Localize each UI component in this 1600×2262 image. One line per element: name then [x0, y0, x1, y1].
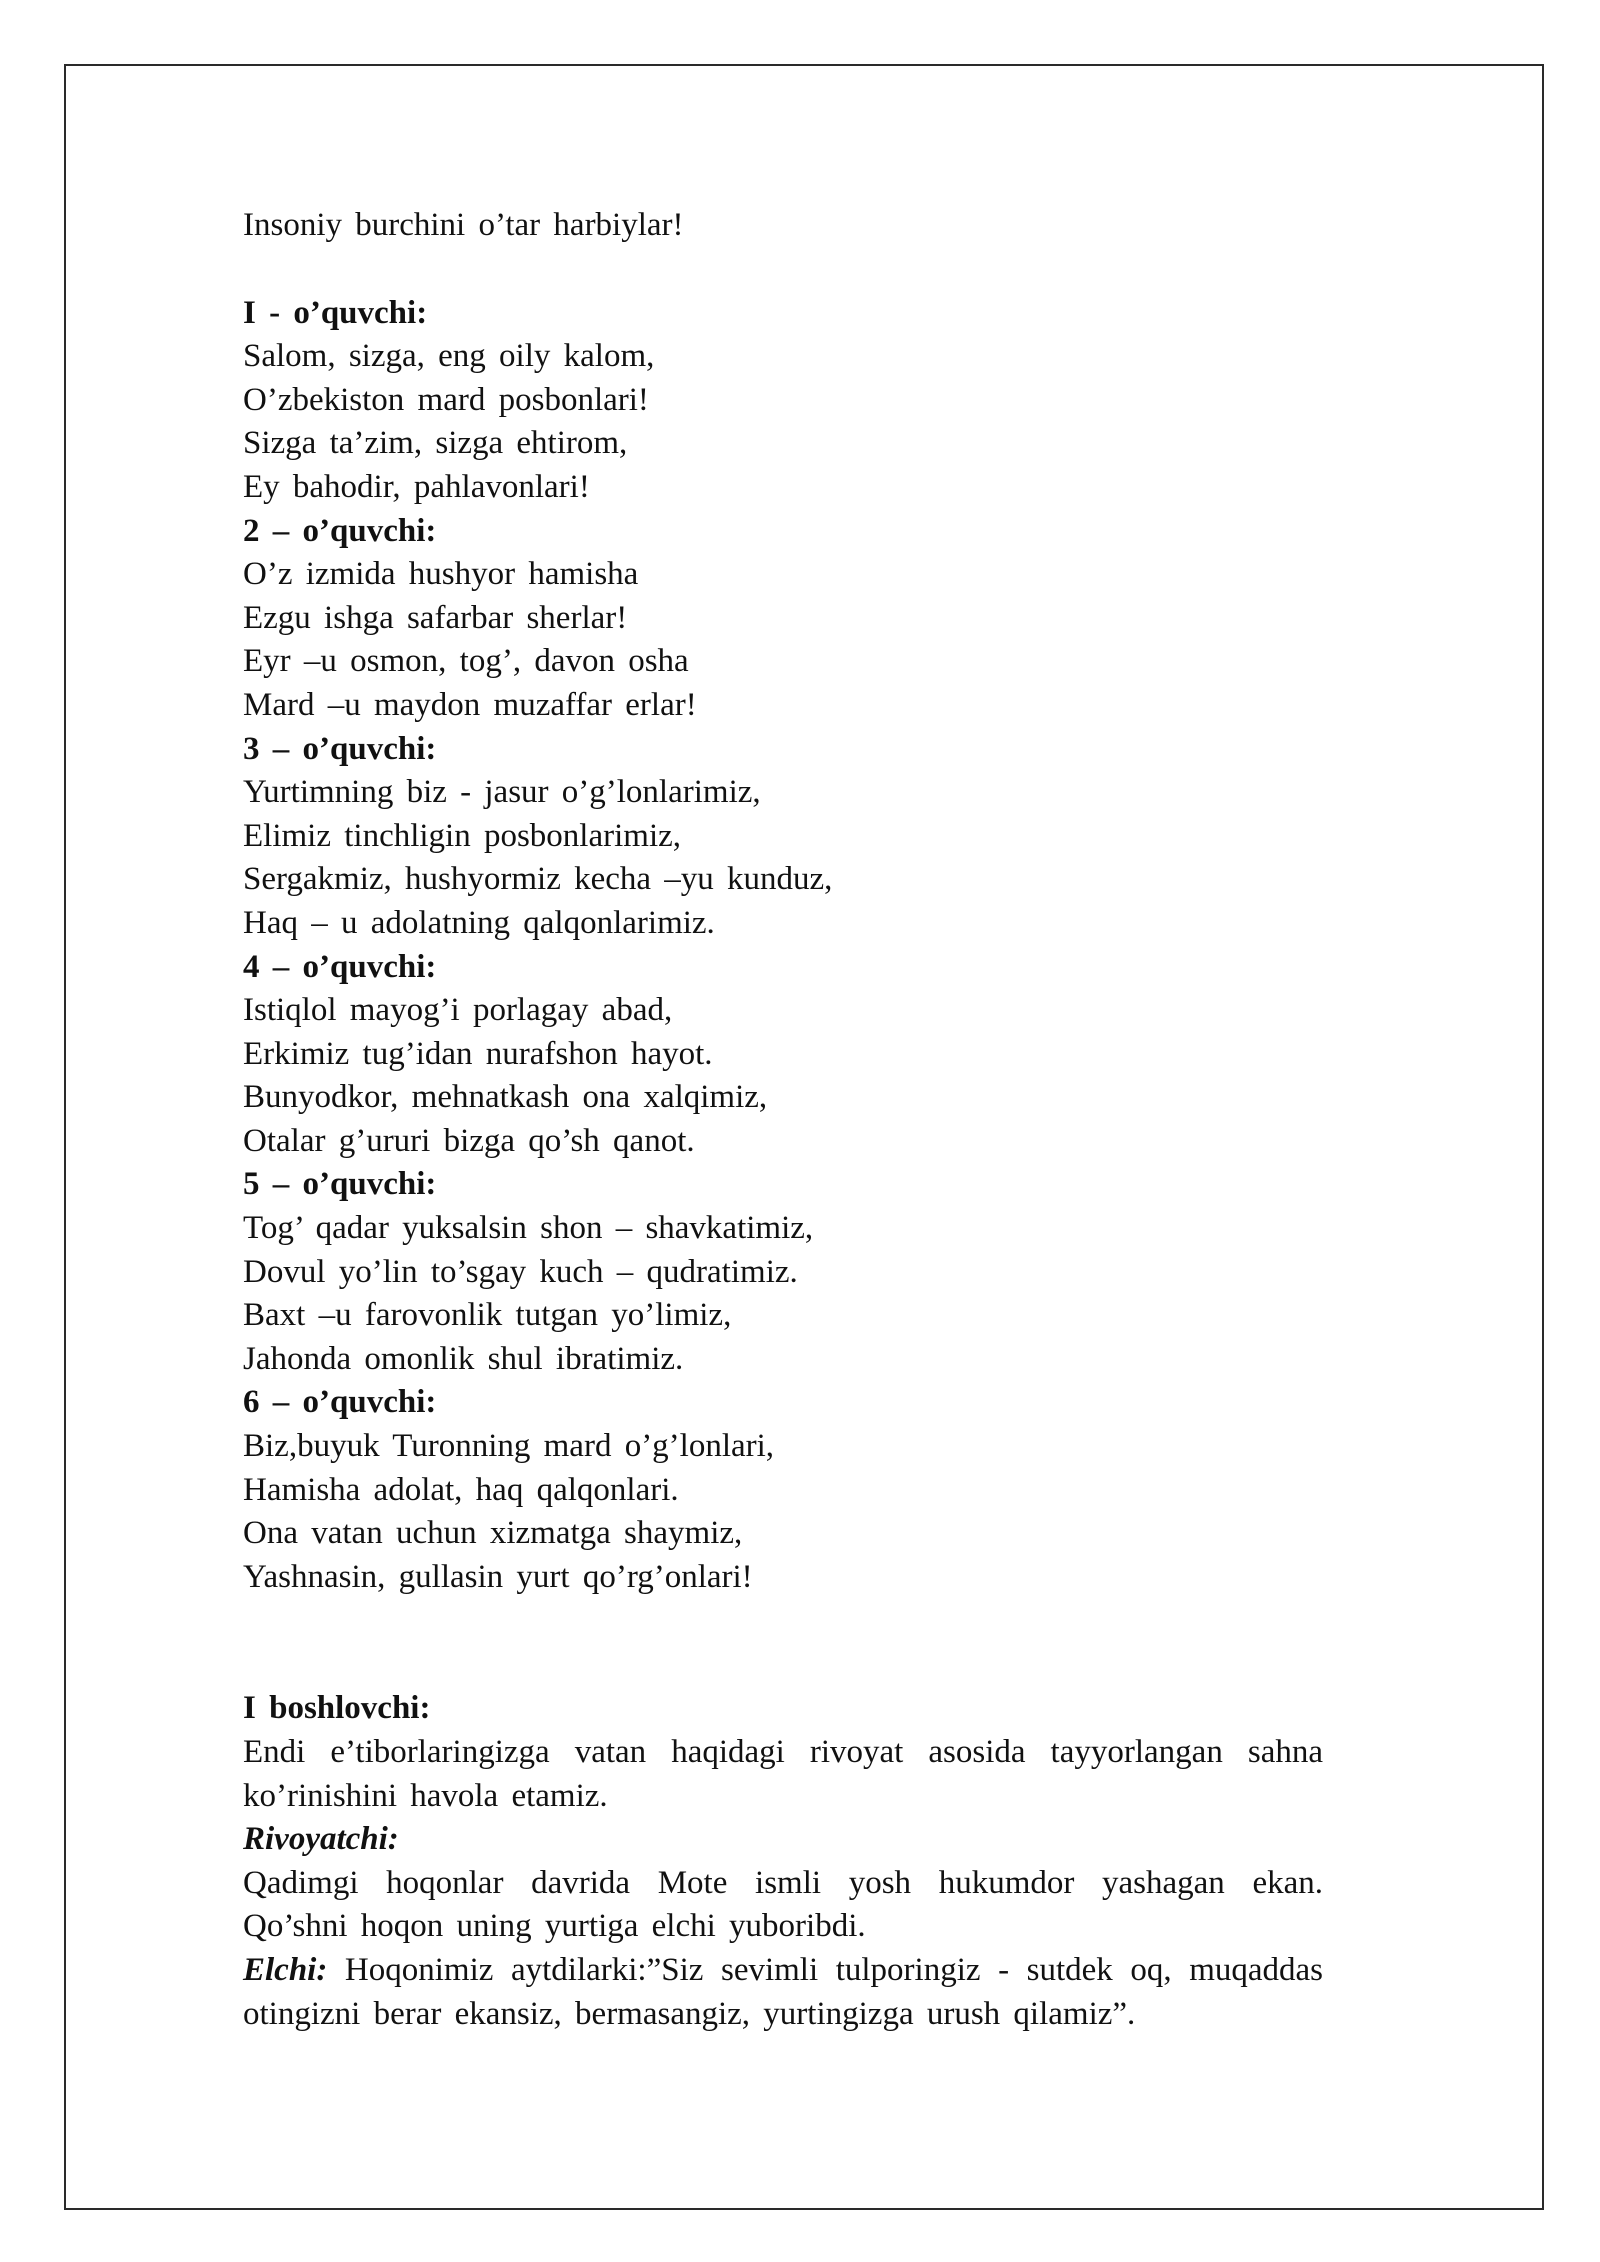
verse-line: Bunyodkor, mehnatkash ona xalqimiz,	[243, 1079, 768, 1116]
verse-line: Sergakmiz, hushyormiz kecha –yu kunduz,	[243, 861, 833, 898]
verse-line: Baxt –u farovonlik tutgan yo’limiz,	[243, 1297, 732, 1334]
stanza-6	[243, 1381, 1323, 1599]
envoy-speech: Hoqonimiz aytdilarki:”Siz sevimli tulporingiz - sutdek oq, muqaddas otingizni berar ekansiz, bermasangiz, yurtingizga urush qilamiz”.	[243, 1951, 1323, 2032]
verse-line: Jahonda omonlik shul ibratimiz.	[243, 1340, 684, 1377]
narrator-section	[243, 1818, 1323, 1949]
blank-line	[243, 248, 1323, 292]
verse-line: Hamisha adolat, haq qalqonlari.	[243, 1471, 679, 1508]
stanza-heading: 5 – o’quvchi:	[243, 1166, 437, 1203]
verse-line: Istiqlol mayog’i porlagay abad,	[243, 992, 673, 1029]
stanza-heading: 6 – o’quvchi:	[243, 1384, 437, 1421]
verse-line: Erkimiz tug’idan nurafshon hayot.	[243, 1035, 713, 1072]
verse-line: Eyr –u osmon, tog’, davon osha	[243, 643, 689, 680]
envoy-paragraph	[243, 1949, 1323, 2036]
verse-line: Tog’ qadar yuksalsin shon – shavkatimiz,	[243, 1210, 814, 1247]
narrator-paragraph: Qadimgi hoqonlar davrida Mote ismli yosh hukumdor yashagan ekan. Qo’shni hoqon uning yurtiga elchi yuboribdi.	[243, 1864, 1323, 1945]
verse-line: Ona vatan uchun xizmatga shaymiz,	[243, 1515, 743, 1552]
host-section	[243, 1687, 1323, 1818]
verse-line: Yashnasin, gullasin yurt qo’rg’onlari!	[243, 1558, 753, 1595]
stanza-1	[243, 292, 1323, 510]
narrator-heading: Rivoyatchi:	[243, 1821, 399, 1858]
verse-line: Mard –u maydon muzaffar erlar!	[243, 686, 697, 723]
blank-lines	[243, 1599, 1323, 1687]
envoy-label: Elchi:	[243, 1951, 328, 1988]
verse-line: Ezgu ishga safarbar sherlar!	[243, 599, 628, 636]
verse-line: O’z izmida hushyor hamisha	[243, 556, 639, 593]
intro-line: Insoniy burchini o’tar harbiylar!	[243, 207, 684, 243]
verse-line: Salom, sizga, eng oily kalom,	[243, 338, 655, 375]
verse-line: Elimiz tinchligin posbonlarimiz,	[243, 817, 682, 854]
verse-line: Sizga ta’zim, sizga ehtirom,	[243, 425, 628, 462]
verse-line: Ey bahodir, pahlavonlari!	[243, 468, 590, 505]
verse-line: Otalar g’ururi bizga qo’sh qanot.	[243, 1122, 695, 1159]
host-heading: I boshlovchi:	[243, 1690, 431, 1727]
stanza-5	[243, 1163, 1323, 1381]
stanza-heading: 2 – o’quvchi:	[243, 512, 437, 549]
verse-line: Biz,buyuk Turonning mard o’g’lonlari,	[243, 1428, 775, 1465]
verse-line: O’zbekiston mard posbonlari!	[243, 381, 649, 418]
stanza-heading: 3 – o’quvchi:	[243, 730, 437, 767]
stanza-3	[243, 728, 1323, 946]
envoy-section	[243, 1949, 1323, 2036]
verse-line: Haq – u adolatning qalqonlarimiz.	[243, 904, 715, 941]
verse-line: Dovul yo’lin to’sgay kuch – qudratimiz.	[243, 1253, 798, 1290]
stanza-2	[243, 510, 1323, 728]
verse-line: Yurtimning biz - jasur o’g’lonlarimiz,	[243, 774, 761, 811]
stanza-heading: 4 – o’quvchi:	[243, 948, 437, 985]
stanza-4	[243, 946, 1323, 1164]
stanza-heading: I - o’quvchi:	[243, 294, 428, 331]
document-body	[243, 204, 1323, 2036]
host-paragraph: Endi e’tiborlaringizga vatan haqidagi rivoyat asosida tayyorlangan sahna ko’rinishini havola etamiz.	[243, 1734, 1323, 1814]
